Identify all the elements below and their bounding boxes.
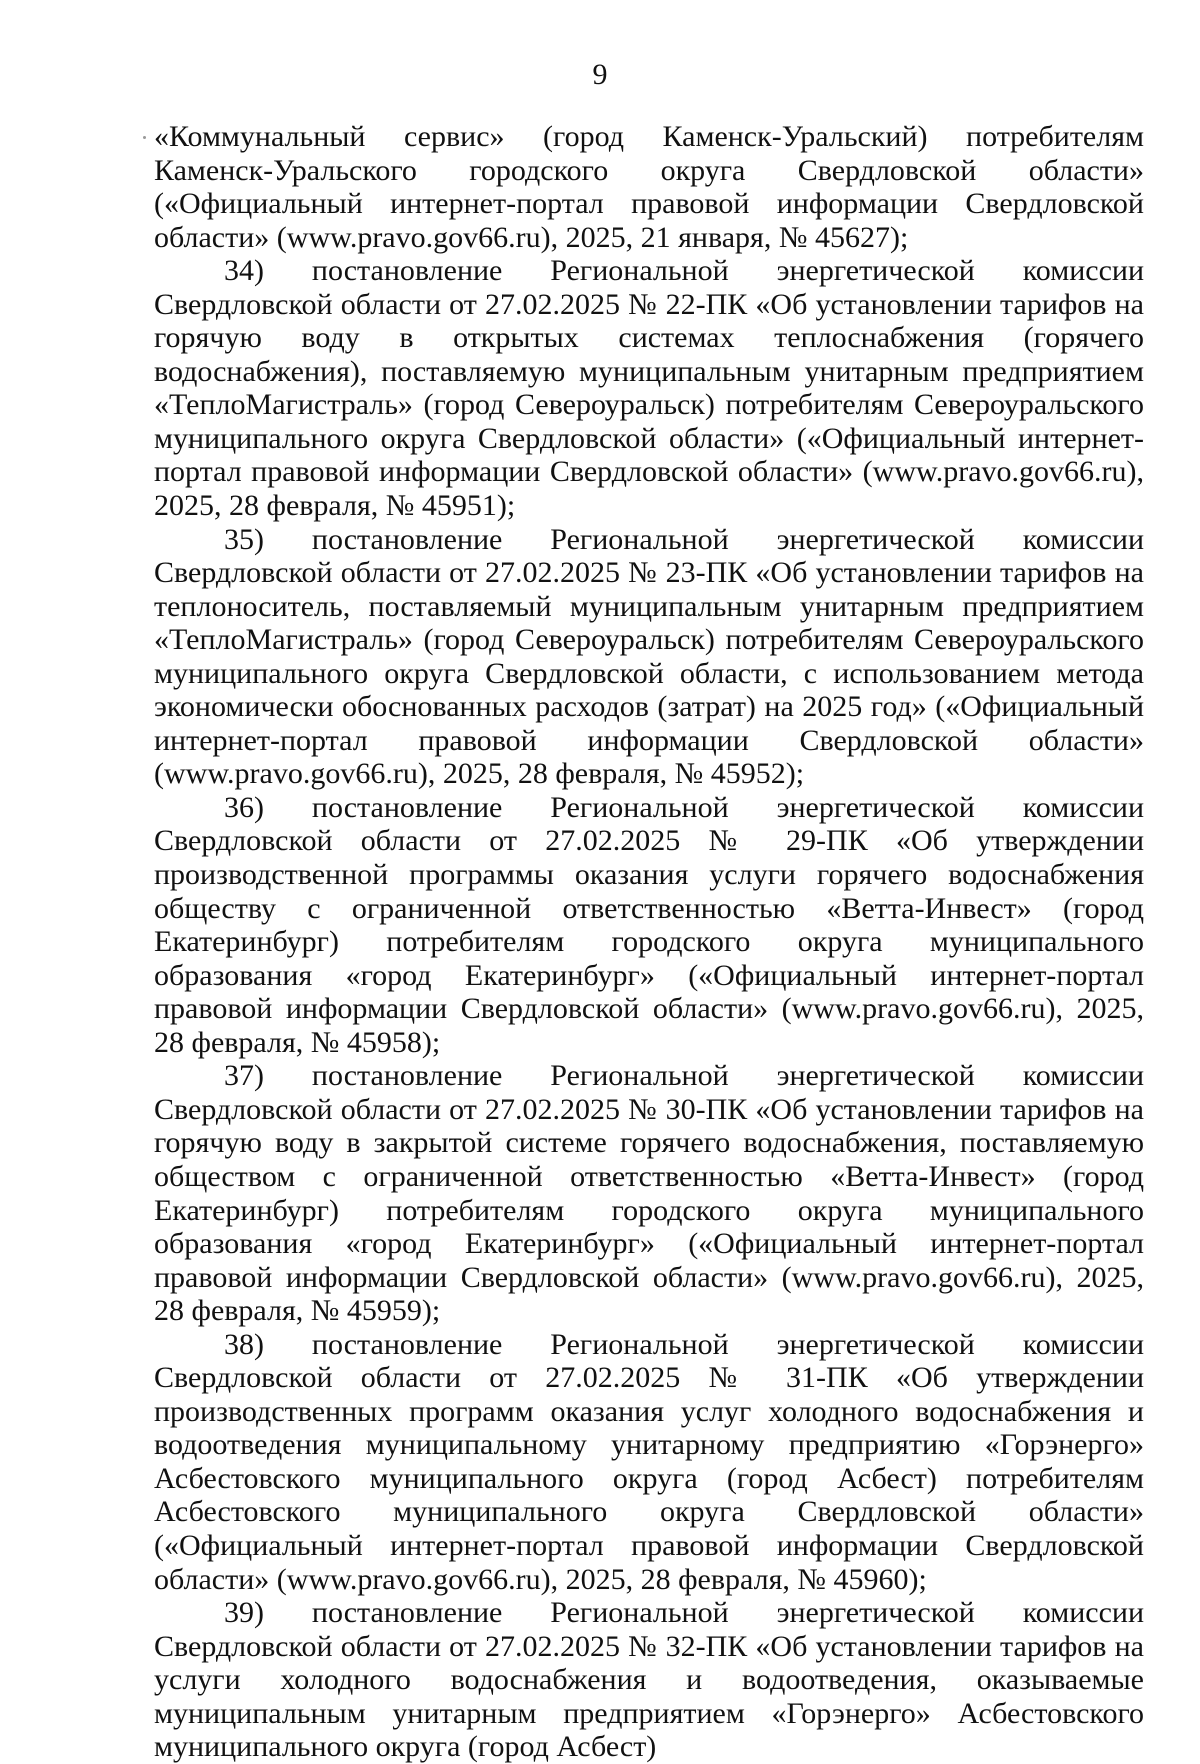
scan-speck <box>143 136 146 139</box>
page-number: 9 <box>592 58 608 91</box>
document-body <box>154 120 1144 1764</box>
list-item-38: 38) постановление Региональной энергетической комиссии Свердловской области от 27.02.2025 № 31-ПК «Об утверждении производственных программ оказания услуг холодного водоснабжения и водоотведения муниципальному унитарному предприятию «Горэнерго» Асбестовского муниципального округа (город Асбест) потребителям Асбестовского муниципального округа Свердловской области» («Официальный интернет-портал правовой информации Свердловской области» (www.pravo.gov66.ru), 2025, 28 февраля, № 45960); <box>154 1327 1144 1596</box>
list-item-35: 35) постановление Региональной энергетической комиссии Свердловской области от 27.02.2025 № 23-ПК «Об установлении тарифов на теплоноситель, поставляемый муниципальным унитарным предприятием «ТеплоМагистраль» (город Североуральск) потребителям Североуральского муниципального округа Свердловской области, с использованием метода экономически обоснованных расходов (затрат) на 2025 год» («Официальный интернет-портал правовой информации Свердловской области» (www.pravo.gov66.ru), 2025, 28 февраля, № 45952); <box>154 522 1144 791</box>
list-item-37: 37) постановление Региональной энергетической комиссии Свердловской области от 27.02.2025 № 30-ПК «Об установлении тарифов на горячую воду в закрытой системе горячего водоснабжения, поставляемую обществом с ограниченной ответственностью «Ветта-Инвест» (город Екатеринбург) потребителям городского округа муниципального образования «город Екатеринбург» («Официальный интернет-портал правовой информации Свердловской области» (www.pravo.gov66.ru), 2025, 28 февраля, № 45959); <box>154 1059 1144 1328</box>
paragraph-continuation: «Коммунальный сервис» (город Каменск-Уральский) потребителям Каменск-Уральского городского округа Свердловской области» («Официальный интернет-портал правовой информации Свердловской области» (www.pravo.gov66.ru), 2025, 21 января, № 45627); <box>154 120 1144 254</box>
list-item-34: 34) постановление Региональной энергетической комиссии Свердловской области от 27.02.2025 № 22-ПК «Об установлении тарифов на горячую воду в открытых системах теплоснабжения (горячего водоснабжения), поставляемую муниципальным унитарным предприятием «ТеплоМагистраль» (город Североуральск) потребителям Североуральского муниципального округа Свердловской области» («Официальный интернет-портал правовой информации Свердловской области» (www.pravo.gov66.ru), 2025, 28 февраля, № 45951); <box>154 254 1144 523</box>
list-item-36: 36) постановление Региональной энергетической комиссии Свердловской области от 27.02.2025 № 29-ПК «Об утверждении производственной программы оказания услуги горячего водоснабжения обществу с ограниченной ответственностью «Ветта-Инвест» (город Екатеринбург) потребителям городского округа муниципального образования «город Екатеринбург» («Официальный интернет-портал правовой информации Свердловской области» (www.pravo.gov66.ru), 2025, 28 февраля, № 45958); <box>154 790 1144 1059</box>
list-item-39: 39) постановление Региональной энергетической комиссии Свердловской области от 27.02.2025 № 32-ПК «Об установлении тарифов на услуги холодного водоснабжения и водоотведения, оказываемые муниципальным унитарным предприятием «Горэнерго» Асбестовского муниципального округа (город Асбест) <box>154 1596 1144 1764</box>
